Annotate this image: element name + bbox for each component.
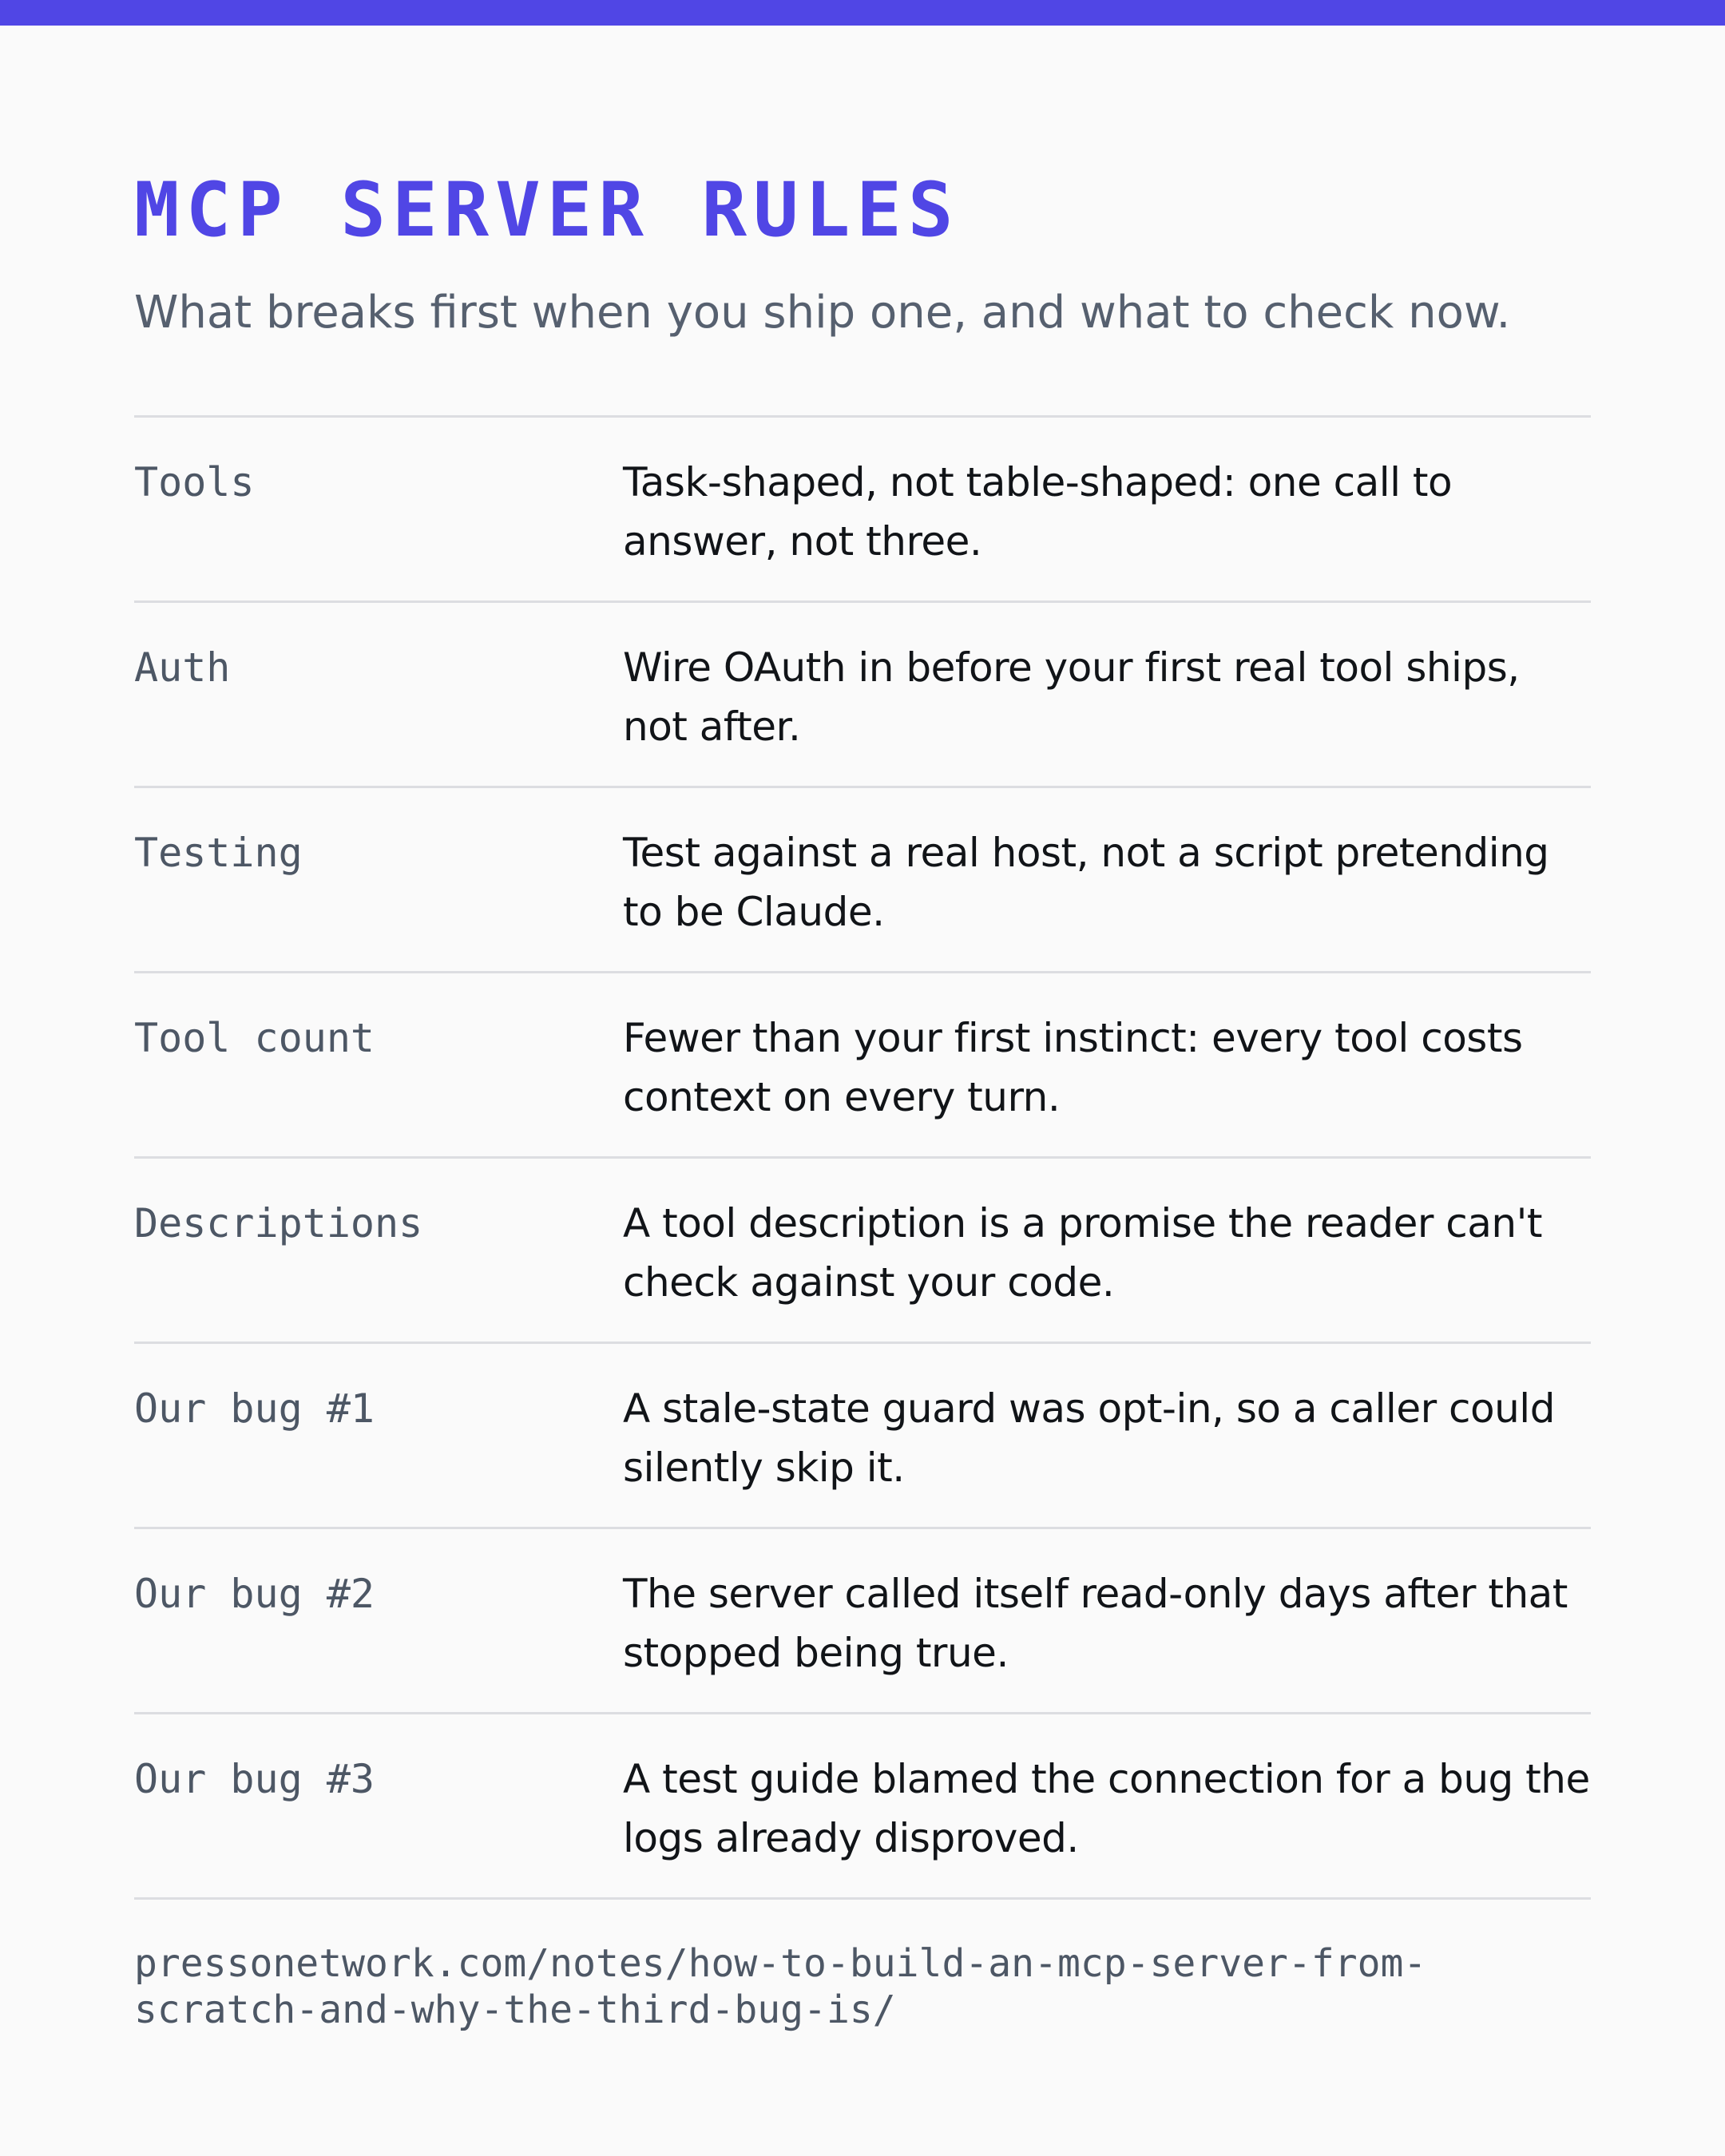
- source-url: pressonetwork.com/notes/how-to-build-an-mcp-server-from- scratch-and-why-the-third-bug-is/: [134, 1941, 1427, 2032]
- page-title: MCP SERVER RULES: [134, 167, 960, 254]
- rule-text: Fewer than your first instinct: every tool costs context on every turn.: [623, 1015, 1523, 1120]
- accent-top-bar: [0, 0, 1725, 26]
- rule-text: Test against a real host, not a script pretending to be Claude.: [623, 830, 1549, 935]
- rule-text: A test guide blamed the connection for a bug the logs already disproved.: [623, 1756, 1590, 1861]
- rule-row-auth: [134, 600, 1591, 786]
- rule-text: Wire OAuth in before your first real tool ships, not after.: [623, 644, 1520, 750]
- rule-text: A tool description is a promise the reader can't check against your code.: [623, 1200, 1542, 1306]
- rule-row-descriptions: [134, 1156, 1591, 1342]
- rule-text: The server called itself read-only days after that stopped being true.: [623, 1571, 1568, 1676]
- rule-label: Our bug #1: [134, 1385, 375, 1432]
- rule-row-tool-count: [134, 971, 1591, 1156]
- rule-label: Descriptions: [134, 1200, 423, 1246]
- page-subtitle: What breaks first when you ship one, and what to check now.: [134, 287, 1511, 339]
- rules-table: [134, 415, 1591, 1900]
- rule-row-bug-1: [134, 1342, 1591, 1527]
- rule-label: Testing: [134, 830, 303, 876]
- rule-label: Tools: [134, 459, 255, 505]
- rule-text: A stale-state guard was opt-in, so a caller could silently skip it.: [623, 1385, 1555, 1491]
- rule-text: Task-shaped, not table-shaped: one call to answer, not three.: [623, 459, 1453, 565]
- rule-row-bug-2: [134, 1527, 1591, 1712]
- rule-row-tools: [134, 415, 1591, 600]
- rule-label: Auth: [134, 644, 231, 691]
- rule-row-bug-3: [134, 1712, 1591, 1900]
- rule-row-testing: [134, 786, 1591, 971]
- rule-label: Our bug #3: [134, 1756, 375, 1802]
- rule-label: Tool count: [134, 1015, 375, 1061]
- rule-label: Our bug #2: [134, 1571, 375, 1617]
